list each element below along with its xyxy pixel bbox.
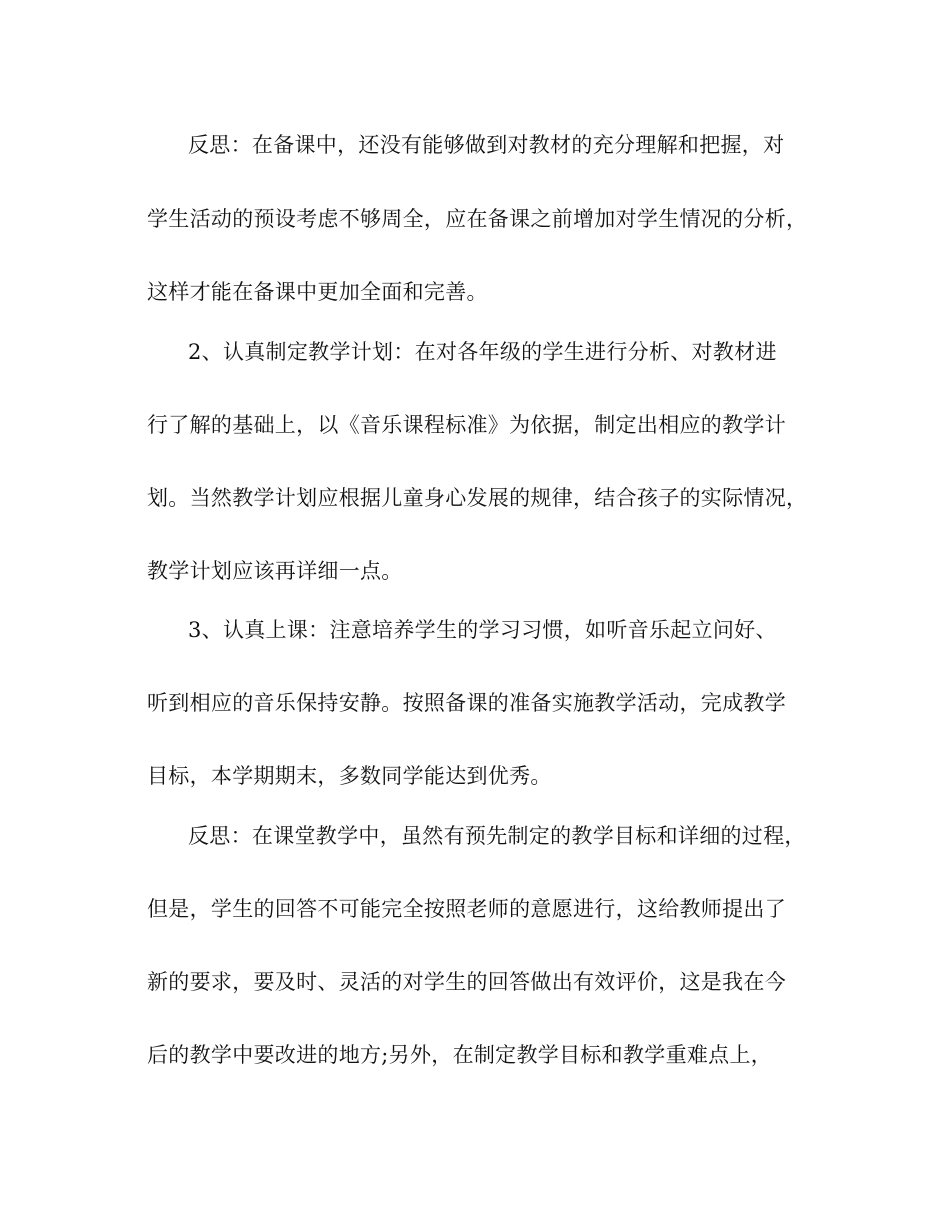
paragraph-line: 这样才能在备课中更加全面和完善。 <box>147 280 488 304</box>
paragraph-line: 反思：在备课中，还没有能够做到对教材的充分理解和把握，对 <box>188 133 785 157</box>
paragraph-line: 但是，学生的回答不可能完全按照老师的意愿进行，这给教师提出了 <box>147 897 786 921</box>
paragraph-line: 目标，本学期期末，多数同学能达到优秀。 <box>147 764 552 788</box>
paragraph-line: 听到相应的音乐保持安静。按照备课的准备实施教学活动，完成教学 <box>147 691 786 715</box>
paragraph-line: 3、认真上课：注意培养学生的学习习惯，如听音乐起立问好、 <box>188 618 777 642</box>
paragraph-line: 划。当然教学计划应根据儿童身心发展的规律，结合孩子的实际情况， <box>147 486 808 510</box>
paragraph-line: 学生活动的预设考虑不够周全，应在备课之前增加对学生情况的分析， <box>147 207 808 231</box>
paragraph-line: 反思：在课堂教学中，虽然有预先制定的教学目标和详细的过程， <box>188 824 806 848</box>
paragraph-line: 行了解的基础上，以《音乐课程标准》为依据，制定出相应的教学计 <box>147 413 786 437</box>
paragraph-line: 2、认真制定教学计划：在对各年级的学生进行分析、对教材进 <box>188 340 777 364</box>
paragraph-line: 后的教学中要改进的地方;另外，在制定教学目标和教学重难点上， <box>147 1043 773 1067</box>
paragraph-line: 教学计划应该再详细一点。 <box>147 559 403 583</box>
paragraph-line: 新的要求，要及时、灵活的对学生的回答做出有效评价，这是我在今 <box>147 970 786 994</box>
